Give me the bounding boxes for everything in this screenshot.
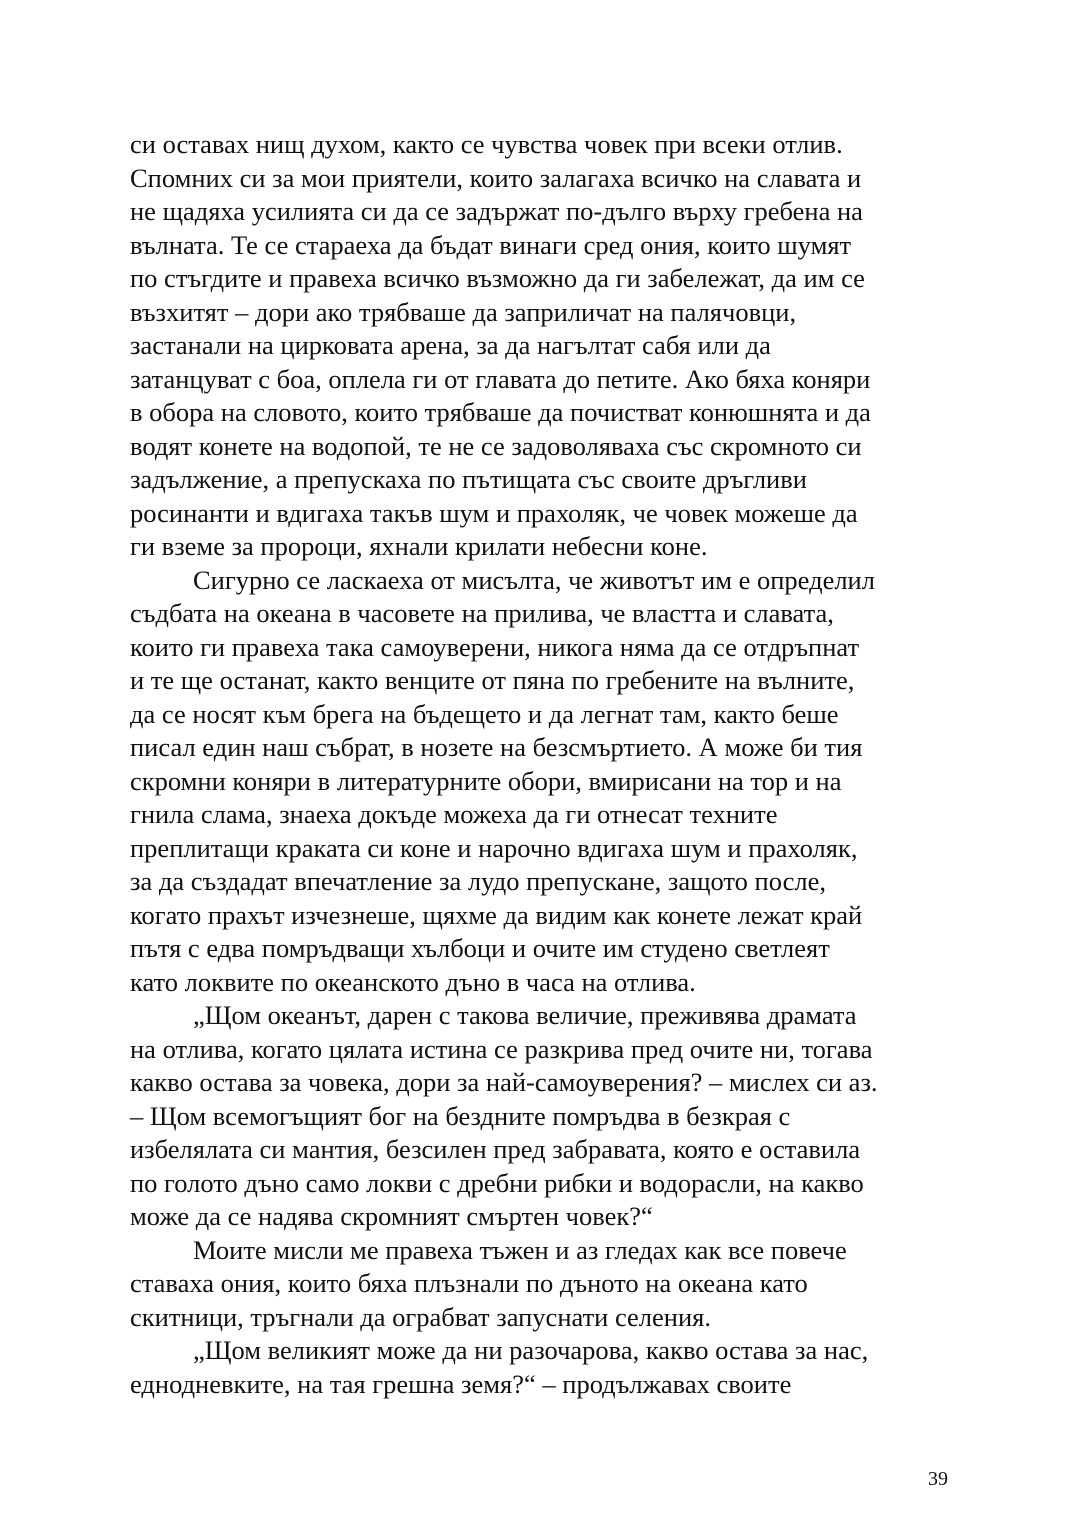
text-line: гнила слама, знаеха докъде можеха да ги отнесат техните: [130, 799, 778, 829]
text-line: ставаха ония, които бяха плъзнали по дъното на океана като: [130, 1268, 808, 1298]
text-line: пътя с едва помръдващи хълбоци и очите им студено светлеят: [130, 933, 830, 963]
text-line: за да създадат впечатление за лудо препускане, защото после,: [130, 866, 826, 896]
text-line: – Щом всемогъщият бог на бездните помръдва в безкрая с: [130, 1100, 791, 1131]
body-text: [130, 128, 950, 1401]
text-line: може да се надява скромният смъртен човек?“: [130, 1201, 653, 1231]
text-line: на отлива, когато цялата истина се разкрива пред очите ни, тогава: [130, 1033, 873, 1064]
text-line: да се носят към брега на бъдещето и да легнат там, както беше: [130, 698, 839, 729]
text-line: в обора на словото, които трябваше да почистват конюшнята и да: [130, 397, 871, 427]
text-line: преплитащи краката си коне и нарочно вдигаха шум и прахоляк,: [130, 832, 858, 863]
text-line: задължение, а препускаха по пътищата със своите дръгливи: [130, 464, 807, 494]
text-line: Сигурно се ласкаеха от мисълта, че животът им е определил: [193, 564, 875, 595]
text-line: които ги правеха така самоуверени, никога няма да се отдръпнат: [130, 631, 860, 662]
text-line: когато прахът изчезнеше, щяхме да видим как конете лежат край: [130, 899, 863, 930]
text-line: скитници, тръгнали да ограбват запуснати селения.: [130, 1301, 711, 1332]
text-line: застанали на цирковата арена, за да нагълтат сабя или да: [130, 330, 771, 360]
text-line: росинанти и вдигаха такъв шум и прахоляк, че човек можеше да: [130, 497, 858, 528]
text-line: „Щом великият може да ни разочарова, какво остава за нас,: [193, 1335, 869, 1365]
text-line: по стъгдите и правеха всичко възможно да ги забележат, да им се: [130, 263, 865, 293]
text-line: си оставах нищ духом, както се чувства човек при всеки отлив.: [130, 129, 843, 159]
text-line: ги вземе за пророци, яхнали крилати небесни коне.: [130, 531, 708, 561]
text-line: избелялата си мантия, безсилен пред забравата, която е оставила: [130, 1134, 861, 1164]
page-number: 39: [928, 1468, 948, 1490]
text-line: вълната. Те се стараеха да бъдат винаги сред ония, които шумят: [130, 229, 852, 260]
text-line: Моите мисли ме правеха тъжен и аз гледах как все повече: [193, 1234, 847, 1265]
text-line: по голото дъно само локви с дребни рибки и водорасли, на какво: [130, 1167, 864, 1198]
text-line: и те ще останат, както венците от пяна по гребените на вълните,: [130, 665, 855, 695]
text-line: Спомних си за мои приятели, които залагаха всичко на славата и: [130, 162, 862, 193]
text-line: затанцуват с боа, оплела ги от главата до петите. Ако бяха коняри: [130, 363, 871, 394]
text-line: като локвите по океанското дъно в часа на отлива.: [130, 966, 696, 997]
text-line: не щадяха усилията си да се задържат по-дълго върху гребена на: [130, 196, 863, 226]
text-line: писал един наш събрат, в нозете на безсмъртието. А може би тия: [130, 732, 863, 762]
text-line: какво остава за човека, дори за най-самоуверения? – мислех си аз.: [130, 1067, 878, 1097]
text-line: скромни коняри в литературните обори, вмирисани на тор и на: [130, 765, 842, 796]
text-line: еднодневките, на тая грешна земя?“ – продължавах своите: [130, 1368, 792, 1399]
text-line: „Щом океанът, дарен с такова величие, преживява драмата: [193, 1000, 857, 1030]
text-line: съдбата на океана в часовете на прилива, че властта и славата,: [130, 598, 834, 628]
text-line: възхитят – дори ако трябваше да заприличат на палячовци,: [130, 296, 797, 327]
text-line: водят конете на водопой, те не се задоволяваха със скромното си: [130, 430, 862, 461]
